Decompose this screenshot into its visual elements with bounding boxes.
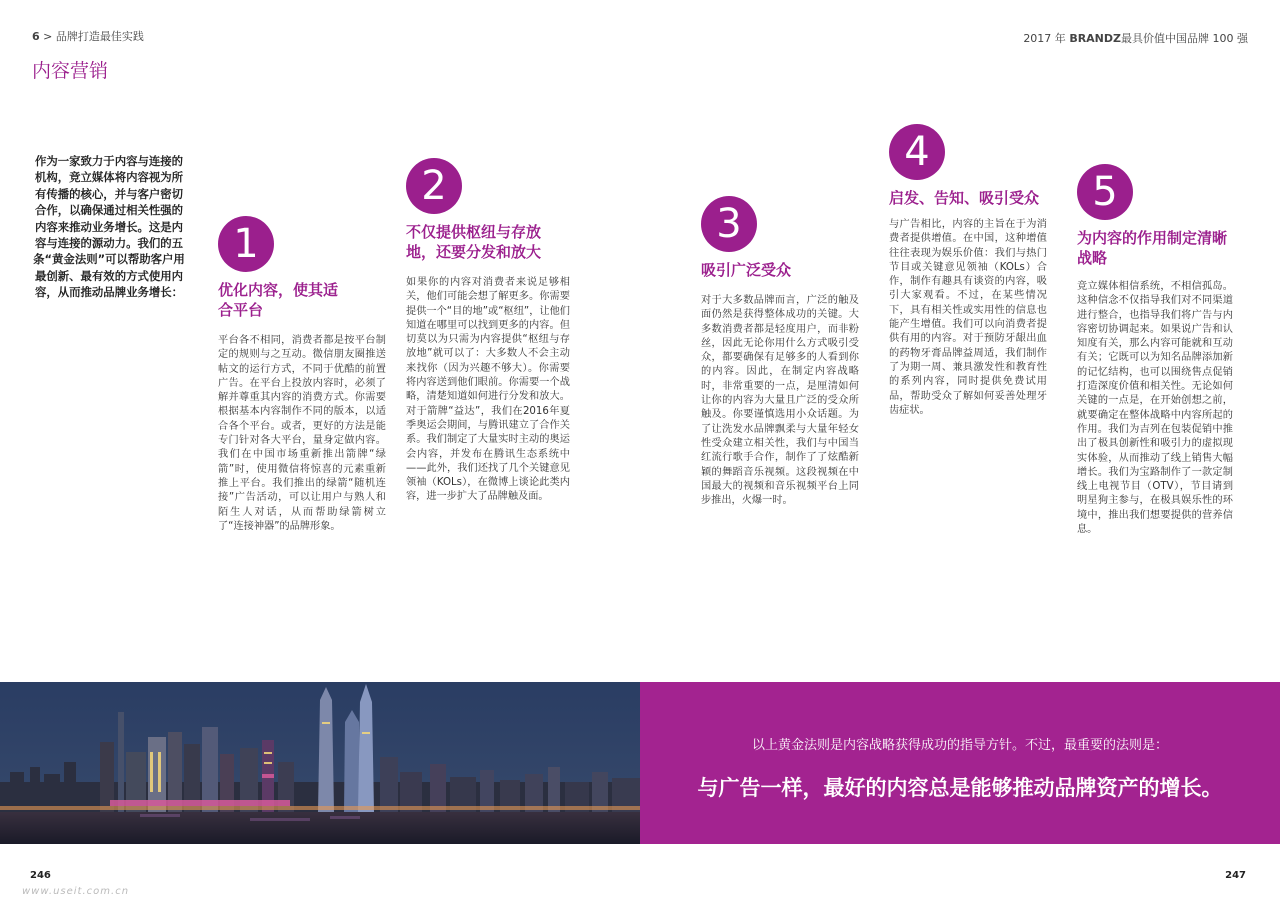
header-page-number: 6 <box>32 30 40 43</box>
watermark-text: www.useit.com.cn <box>22 886 130 897</box>
rule-2 <box>406 158 570 505</box>
header-report-title: 最具价值中国品牌 100 强 <box>1121 32 1248 45</box>
rule-title: 启发、告知、吸引受众 <box>889 189 1040 207</box>
rule-title: 不仅提供枢纽与存放地，还要分发和放大 <box>406 223 542 261</box>
rule-number-badge: 2 <box>406 158 462 214</box>
rule-title: 吸引广泛受众 <box>701 261 792 279</box>
rule-number-badge: 1 <box>218 216 274 272</box>
rule-3 <box>701 196 859 508</box>
rule-title: 为内容的作用制定清晰战略 <box>1077 229 1228 267</box>
rule-body: 平台各不相同，消费者都是按平台制定的规则与之互动。微信朋友圈推送帖文的运行方式，不同于优酷的前置广告。在平台上投放内容时，必须了解并尊重其内容的消费方式。你需要根据基本内容制作不同的版本，以适合各个平台。或者，更好的方法是能专门针对各大平台，量身定做内容。我们在中国市场重新推出箭牌“绿箭”时，使用微信将惊喜的元素重新推上平台。我们推出的绿箭“随机连接”广告活动，可以让用户与熟人和陌生人对话，从而帮助绿箭树立了“连接神器”的品牌形象。 <box>218 335 386 532</box>
rule-5 <box>1077 164 1233 537</box>
rule-body: 如果你的内容对消费者来说足够相关，他们可能会想了解更多。你需要提供一个“目的地”或“枢纽”，让他们知道在哪里可以找到更多的内容。但切莫以为只需为内容提供“枢纽与存放地”就可以了：大多数人不会主动来找你（因为兴趣不够大）。你需要将内容送到他们眼前。你需要一个战略，清楚知道如何进行分发和放大。对于箭牌“益达”，我们在2016年夏季奥运会期间，与腾讯建立了合作关系。我们制定了大量实时主动的奥运会内容，并发布在腾讯生态系统中——此外，我们还找了几个关键意见领袖（KOLs），在微博上谈论此类内容，进一步扩大了品牌触及面。 <box>406 277 570 503</box>
running-header-left <box>32 28 144 44</box>
section-title: 内容营销 <box>32 60 109 82</box>
page-number-right: 247 <box>1225 870 1246 881</box>
page-number-left: 246 <box>30 870 51 881</box>
rule-title: 优化内容，使其适合平台 <box>218 281 339 319</box>
header-year: 2017 年 <box>1023 32 1066 45</box>
rule-body: 竞立媒体相信系统，不相信孤岛。这种信念不仅指导我们对不同渠道进行整合，也指导我们将广告与内容密切协调起来。如果说广告和认知度有关，那么内容可能就和互动有关；它既可以为知名品牌添加新的记忆结构，也可以围绕售点促销打造深度价值和相关性。无论如何关键的一点是，在开始创想之前，就要确定在整体战略中内容所起的作用。我们为吉列在包装促销中推出了极具创新性和吸引力的虚拟现实体验，从而推动了线上销售大幅增长。我们为宝路制作了一款定制线上电视节目（OTV），节目请到明星狗主参与，在极具娱乐性的环境中，推出我们想要提供的营养信息。 <box>1077 281 1233 536</box>
rule-body: 与广告相比，内容的主旨在于为消费者提供增值。在中国，这种增值往往表现为娱乐价值：我们与热门节目或关键意见领袖（KOLs）合作，制作有趣具有谈资的内容，吸引大家观看。不过，在某些情况下，具有相关性或实用性的信息也能产生增值。我们可以向消费者提供有用的内容。对于预防牙龈出血的药物牙膏品牌益周适，我们制作了为期一周、兼具激发性和教育性的系列内容，同时提供免费试用品，帮助受众了解如何妥善处理牙齿症状。 <box>889 219 1047 416</box>
rule-number-badge: 4 <box>889 124 945 180</box>
banner-headline: 与广告一样，最好的内容总是能够推动品牌资产的增长。 <box>697 776 1223 800</box>
rule-number-badge: 3 <box>701 196 757 252</box>
header-chapter-title: 品牌打造最佳实践 <box>55 30 144 43</box>
intro-paragraph: 作为一家致力于内容与连接的机构，竞立媒体将内容视为所有传播的核心，并与客户密切合作，以确保通过相关性强的内容来推动业务增长。这是内容与连接的源动力。我们的五条“黄金法则”可以帮助客户用最创新、最有效的方式使用内容，从而推动品牌业务增长： <box>33 154 185 300</box>
header-brand: BRANDZ <box>1069 32 1121 45</box>
rule-body: 对于大多数品牌而言，广泛的触及面仍然是获得整体成功的关键。大多数消费者都是轻度用户，而非粉丝，因此无论你用什么方式吸引受众，都要确保有足够多的人看到你的内容。因此，在制定内容战略时，非常重要的一点，是厘清如何让你的内容为大量且广泛的受众所触及。你要谨慎选用小众话题。为了让洗发水品牌飘柔与大量年轻女性受众建立相关性，我们与中国当红流行歌手合作，制作了了炫酷新颖的舞蹈音乐视频。这段视频在中国最大的视频和音乐视频平台上同步推出，火爆一时。 <box>701 295 859 507</box>
running-header-right <box>1023 30 1248 46</box>
header-separator: > <box>43 30 53 43</box>
banner-subtitle: 以上黄金法则是内容战略获得成功的指导方针。不过，最重要的法则是： <box>751 738 1168 753</box>
key-rule-banner <box>640 682 1280 844</box>
city-skyline-photo <box>0 682 640 844</box>
rule-number-badge: 5 <box>1077 164 1133 220</box>
rule-4 <box>889 124 1047 418</box>
rule-1 <box>218 216 386 534</box>
